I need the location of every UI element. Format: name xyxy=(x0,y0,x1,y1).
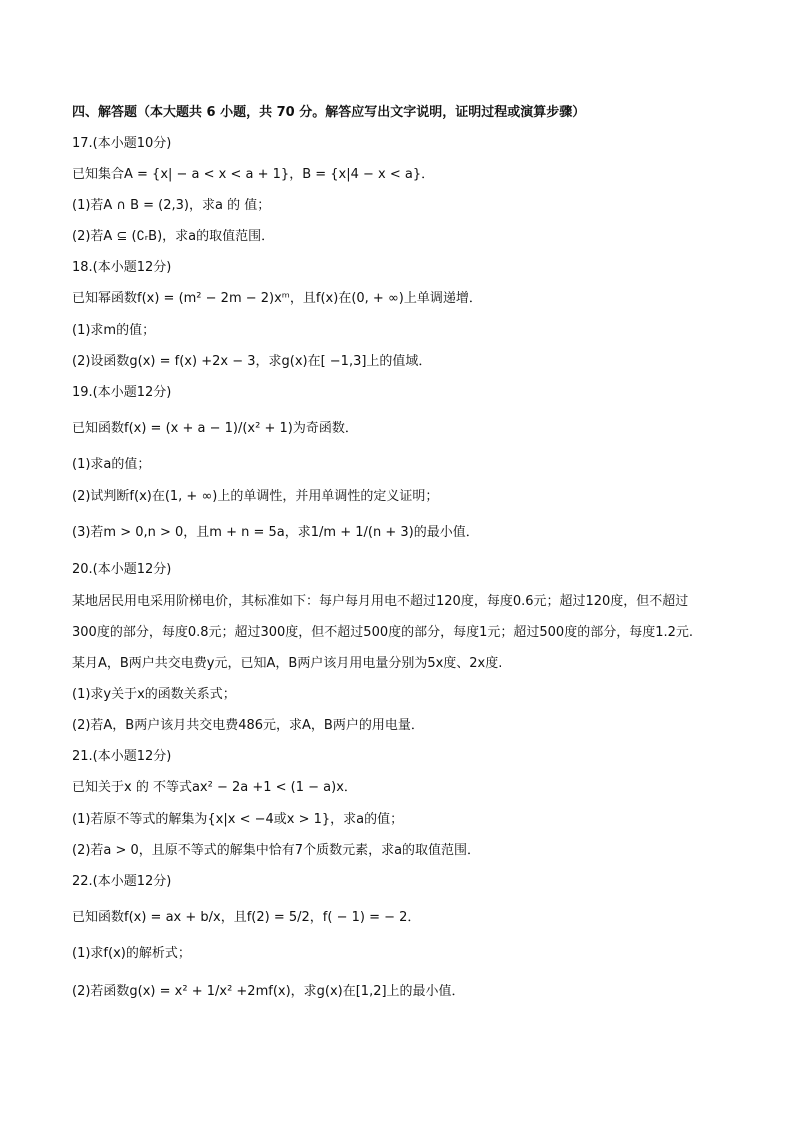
question-21-header: 21.(本小题12分) xyxy=(72,749,172,764)
question-21-stem: 已知关于x 的 不等式ax² − 2a +1 < (1 − a)x． xyxy=(72,780,357,795)
question-21-part-2: (2)若a > 0，且原不等式的解集中恰有7个质数元素，求a的取值范围． xyxy=(72,843,481,858)
question-19-part-3: (3)若m > 0,n > 0，且m + n = 5a，求1/m + 1/(n + 3)的最小值． xyxy=(72,525,479,540)
question-17-part-2: (2)若A ⊆ (∁ᵣB)，求a的取值范围． xyxy=(72,229,275,244)
section-title: 四、解答题（本大题共 6 小题，共 70 分。解答应写出文字说明，证明过程或演算步骤） xyxy=(72,105,586,120)
question-19-header: 19.(本小题12分) xyxy=(72,385,172,400)
question-22-stem: 已知函数f(x) = ax + b/x，且f(2) = 5/2，f( − 1) = − 2． xyxy=(72,910,421,925)
question-19-part-2: (2)试判断f(x)在(1, + ∞)上的单调性，并用单调性的定义证明； xyxy=(72,489,439,504)
question-17-stem: 已知集合A = {x| − a < x < a + 1}，B = {x|4 − x < a}． xyxy=(72,167,435,182)
question-19-stem: 已知函数f(x) = (x + a − 1)/(x² + 1)为奇函数． xyxy=(72,421,358,436)
question-20-part-2: (2)若A，B两户该月共交电费486元，求A，B两户的用电量． xyxy=(72,718,424,733)
question-20-header: 20.(本小题12分) xyxy=(72,562,172,577)
question-17-header: 17.(本小题10分) xyxy=(72,136,172,151)
question-18-part-1: (1)求m的值； xyxy=(72,323,156,338)
question-18-header: 18.(本小题12分) xyxy=(72,260,172,275)
question-17-part-1: (1)若A ∩ B = (2,3)，求a 的 值； xyxy=(72,198,271,213)
question-20-stem-3: 某月A，B两户共交电费y元，已知A，B两户该月用电量分别为5x度、2x度. xyxy=(72,656,503,671)
question-20-stem-1: 某地居民用电采用阶梯电价，其标准如下：每户每月用电不超过120度，每度0.6元；超过120度，但不超过 xyxy=(72,594,689,609)
question-20-stem-2: 300度的部分，每度0.8元；超过300度，但不超过500度的部分，每度1元；超过500度的部分，每度1.2元. xyxy=(72,625,694,640)
question-18-part-2: (2)设函数g(x) = f(x) +2x − 3，求g(x)在[ −1,3]上的值域． xyxy=(72,354,432,369)
question-21-part-1: (1)若原不等式的解集为{x|x < −4或x > 1}，求a的值； xyxy=(72,812,404,827)
question-22-part-2: (2)若函数g(x) = x² + 1/x² +2mf(x)，求g(x)在[1,2]上的最小值． xyxy=(72,984,465,999)
question-20-part-1: (1)求y关于x的函数关系式； xyxy=(72,687,236,702)
question-18-stem: 已知幂函数f(x) = (m² − 2m − 2)xᵐ，且f(x)在(0, + ∞)上单调递增． xyxy=(72,291,482,306)
question-19-part-1: (1)求a的值； xyxy=(72,457,151,472)
question-22-header: 22.(本小题12分) xyxy=(72,874,172,889)
question-22-part-1: (1)求f(x)的解析式； xyxy=(72,946,191,961)
